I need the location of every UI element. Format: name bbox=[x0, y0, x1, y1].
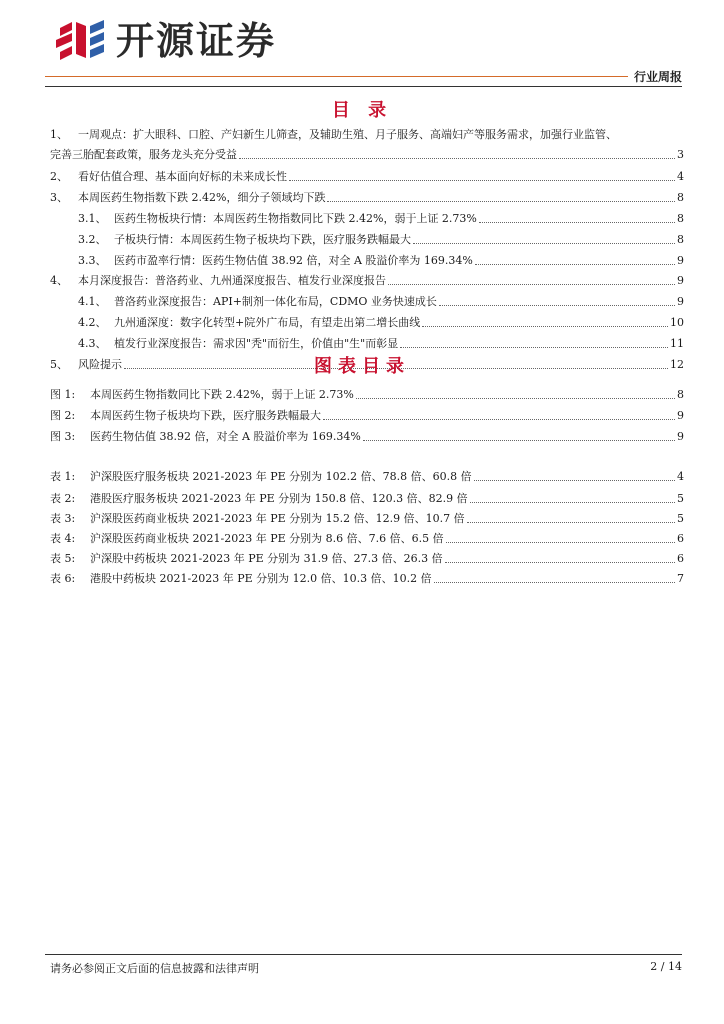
entry-number: 表 4: bbox=[50, 532, 76, 545]
entry-page-number: 4 bbox=[677, 470, 684, 483]
dot-leader bbox=[413, 243, 675, 244]
toc-entry[interactable] bbox=[50, 126, 684, 142]
table-entry[interactable] bbox=[50, 490, 684, 506]
entry-number: 1、 bbox=[50, 128, 68, 141]
entry-title: 九州通深度：数字化转型+院外广布局，有望走出第二增长曲线 bbox=[114, 316, 421, 329]
toc-entry[interactable] bbox=[50, 146, 684, 162]
entry-number: 4.1、 bbox=[78, 295, 107, 308]
dot-leader bbox=[470, 502, 675, 503]
header-divider bbox=[45, 76, 682, 77]
dot-leader bbox=[356, 398, 675, 399]
table-entry[interactable] bbox=[50, 550, 684, 566]
toc-entry[interactable] bbox=[78, 335, 684, 351]
entry-page-number: 8 bbox=[677, 212, 684, 225]
entry-number: 3.3、 bbox=[78, 254, 107, 267]
entry-title: 看好估值合理、基本面向好标的未来成长性 bbox=[78, 170, 287, 183]
dot-leader bbox=[327, 201, 675, 202]
entry-title: 风险提示 bbox=[78, 358, 122, 371]
logo-mark-icon bbox=[52, 18, 110, 64]
entry-title: 沪深股医药商业板块 2021-2023 年 PE 分别为 8.6 倍、7.6 倍、6.5 倍 bbox=[90, 532, 444, 545]
entry-number: 3、 bbox=[50, 191, 68, 204]
entry-number: 2、 bbox=[50, 170, 68, 183]
dot-leader bbox=[289, 180, 675, 181]
dot-leader bbox=[474, 480, 675, 481]
entry-title: 港股医疗服务板块 2021-2023 年 PE 分别为 150.8 倍、120.3 倍、82.9 倍 bbox=[90, 492, 468, 505]
figure-entry[interactable] bbox=[50, 386, 684, 402]
dot-leader bbox=[446, 542, 675, 543]
entry-page-number: 9 bbox=[677, 430, 684, 443]
entry-number: 表 2: bbox=[50, 492, 76, 505]
entry-page-number: 5 bbox=[677, 492, 684, 505]
entry-title: 医药市盈率行情：医药生物估值 38.92 倍，对全 A 股溢价率为 169.34% bbox=[114, 254, 473, 267]
entry-title: 港股中药板块 2021-2023 年 PE 分别为 12.0 倍、10.3 倍、10.2 倍 bbox=[90, 572, 432, 585]
entry-number: 图 1: bbox=[50, 388, 76, 401]
entry-title: 植发行业深度报告：需求因"秃"而衍生，价值由"生"而彰显 bbox=[114, 337, 399, 350]
report-type: 行业周报 bbox=[628, 68, 682, 85]
dot-leader bbox=[239, 158, 675, 159]
toc-heading: 目 录 bbox=[331, 100, 393, 121]
toc-entry[interactable] bbox=[78, 252, 684, 268]
entry-title: 子板块行情：本周医药生物子板块均下跌，医疗服务跌幅最大 bbox=[114, 233, 411, 246]
entry-title: 普洛药业深度报告：API+制剂一体化布局，CDMO 业务快速成长 bbox=[114, 295, 437, 308]
entry-number: 图 3: bbox=[50, 430, 76, 443]
entry-number: 表 6: bbox=[50, 572, 76, 585]
header-divider-lower bbox=[45, 86, 682, 87]
table-entry[interactable] bbox=[50, 468, 684, 484]
entry-title: 本周医药生物子板块均下跌，医疗服务跌幅最大 bbox=[90, 409, 321, 422]
dot-leader bbox=[467, 522, 675, 523]
entry-page-number: 6 bbox=[677, 532, 684, 545]
figure-entry[interactable] bbox=[50, 428, 684, 444]
dot-leader bbox=[363, 440, 675, 441]
dot-leader bbox=[434, 582, 675, 583]
entry-title: 本周医药生物指数下跌 2.42%，细分子领域均下跌 bbox=[78, 191, 326, 204]
entry-number: 3.2、 bbox=[78, 233, 107, 246]
entry-page-number: 8 bbox=[677, 233, 684, 246]
toc-entry[interactable] bbox=[50, 272, 684, 288]
entry-page-number: 6 bbox=[677, 552, 684, 565]
entry-page-number: 7 bbox=[677, 572, 684, 585]
toc-entry[interactable] bbox=[50, 189, 684, 205]
entry-title: 医药生物板块行情：本周医药生物指数同比下跌 2.42%，弱于上证 2.73% bbox=[114, 212, 477, 225]
entry-page-number: 10 bbox=[670, 316, 684, 329]
dot-leader bbox=[388, 284, 675, 285]
entry-page-number: 8 bbox=[677, 388, 684, 401]
entry-number: 4、 bbox=[50, 274, 68, 287]
footer-divider bbox=[45, 954, 682, 955]
toc-entry[interactable] bbox=[78, 293, 684, 309]
entry-title: 沪深股中药板块 2021-2023 年 PE 分别为 31.9 倍、27.3 倍、26.3 倍 bbox=[90, 552, 443, 565]
entry-title: 一周观点：扩大眼科、口腔、产妇新生儿筛查，及辅助生殖、月子服务、高端妇产等服务需求，加强行业监管、 bbox=[78, 128, 617, 141]
dot-leader bbox=[400, 347, 668, 348]
entry-page-number: 4 bbox=[677, 170, 684, 183]
table-entry[interactable] bbox=[50, 510, 684, 526]
entry-page-number: 8 bbox=[677, 191, 684, 204]
entry-page-number: 9 bbox=[677, 254, 684, 267]
footer-disclaimer: 请务必参阅正文后面的信息披露和法律声明 bbox=[50, 962, 259, 975]
entry-title: 完善三胎配套政策，服务龙头充分受益 bbox=[50, 148, 237, 161]
entry-title: 沪深股医疗服务板块 2021-2023 年 PE 分别为 102.2 倍、78.8 倍、60.8 倍 bbox=[90, 470, 472, 483]
entry-number: 图 2: bbox=[50, 409, 76, 422]
table-entry[interactable] bbox=[50, 570, 684, 586]
entry-title: 本周医药生物指数同比下跌 2.42%，弱于上证 2.73% bbox=[90, 388, 354, 401]
toc-entry[interactable] bbox=[50, 168, 684, 184]
page-number: 2 / 14 bbox=[650, 960, 682, 973]
toc-entry[interactable] bbox=[78, 210, 684, 226]
brand-name: 开源证券 bbox=[116, 19, 277, 63]
brand-logo bbox=[52, 18, 276, 64]
entry-title: 沪深股医药商业板块 2021-2023 年 PE 分别为 15.2 倍、12.9 倍、10.7 倍 bbox=[90, 512, 465, 525]
dot-leader bbox=[439, 305, 675, 306]
dot-leader bbox=[479, 222, 675, 223]
dot-leader bbox=[323, 419, 675, 420]
entry-number: 表 3: bbox=[50, 512, 76, 525]
page-header bbox=[0, 0, 724, 92]
entry-page-number: 12 bbox=[670, 358, 684, 371]
dot-leader bbox=[475, 264, 675, 265]
table-entry[interactable] bbox=[50, 530, 684, 546]
entry-page-number: 9 bbox=[677, 409, 684, 422]
figures-heading: 图表目录 bbox=[314, 356, 410, 377]
entry-title: 医药生物估值 38.92 倍，对全 A 股溢价率为 169.34% bbox=[90, 430, 361, 443]
entry-page-number: 11 bbox=[670, 337, 684, 350]
entry-page-number: 9 bbox=[677, 274, 684, 287]
dot-leader bbox=[422, 326, 668, 327]
entry-number: 4.2、 bbox=[78, 316, 107, 329]
entry-page-number: 5 bbox=[677, 512, 684, 525]
entry-page-number: 3 bbox=[677, 148, 684, 161]
entry-number: 4.3、 bbox=[78, 337, 107, 350]
entry-number: 3.1、 bbox=[78, 212, 107, 225]
entry-number: 表 1: bbox=[50, 470, 76, 483]
entry-number: 5、 bbox=[50, 358, 68, 371]
entry-title: 本月深度报告：普洛药业、九州通深度报告、植发行业深度报告 bbox=[78, 274, 386, 287]
dot-leader bbox=[445, 562, 675, 563]
figure-entry[interactable] bbox=[50, 407, 684, 423]
entry-page-number: 9 bbox=[677, 295, 684, 308]
toc-entry[interactable] bbox=[78, 314, 684, 330]
toc-entry[interactable] bbox=[78, 231, 684, 247]
entry-number: 表 5: bbox=[50, 552, 76, 565]
